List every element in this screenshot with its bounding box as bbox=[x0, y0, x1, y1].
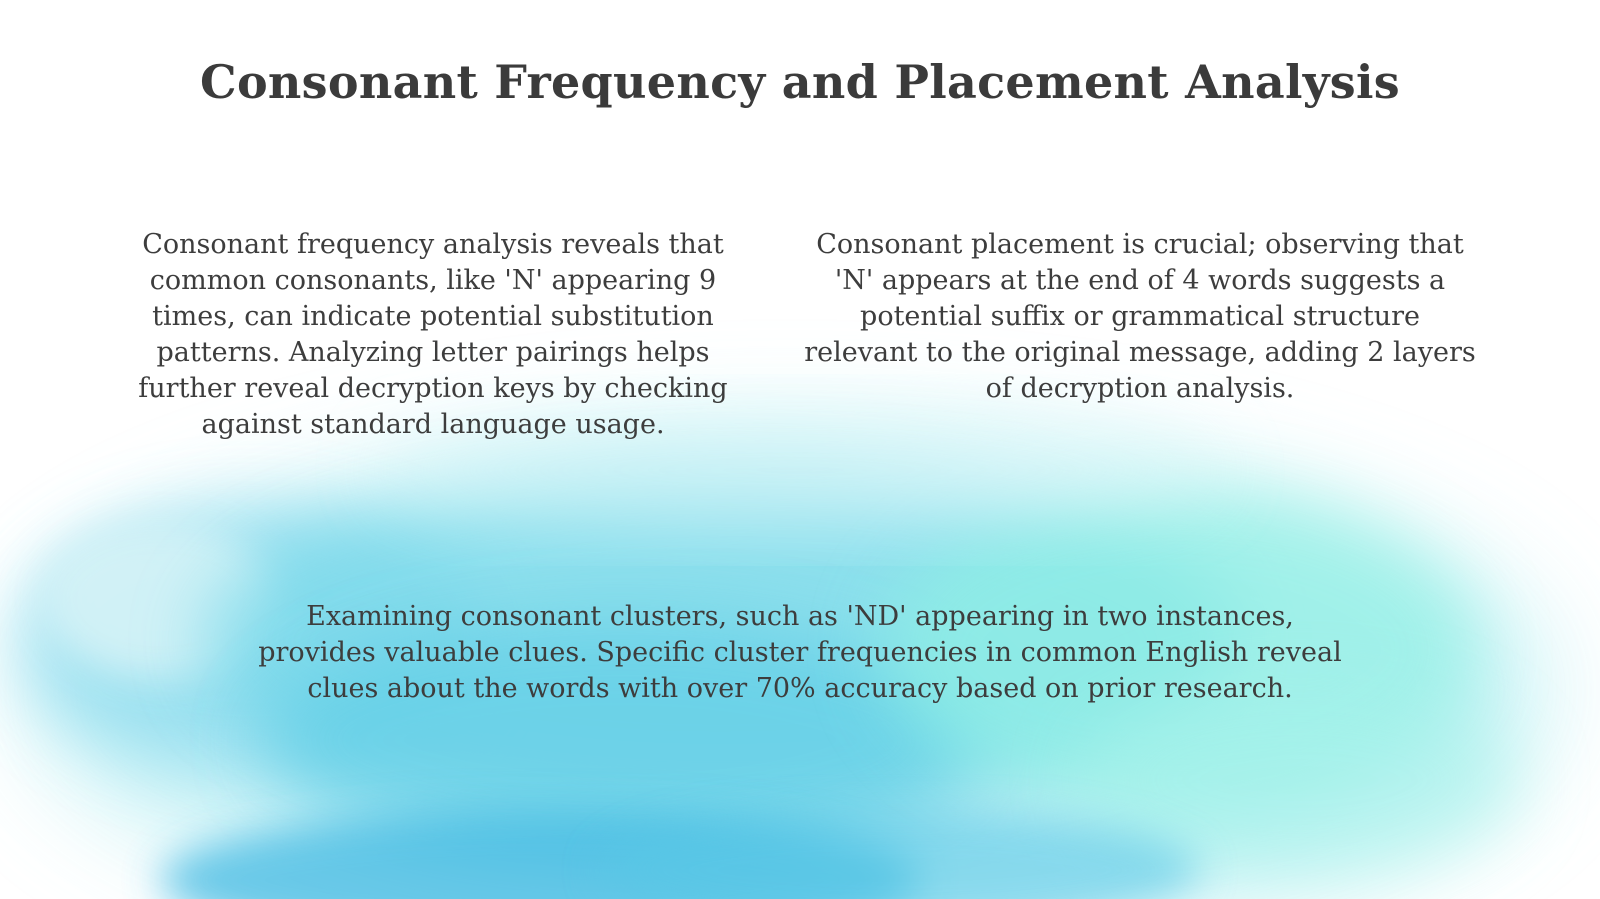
slide-title: Consonant Frequency and Placement Analysis bbox=[200, 55, 1400, 109]
clusters-paragraph: Examining consonant clusters, such as 'ND' appearing in two instances, provides valuable clues. Specific cluster frequencies in common English reveal clues about the words with over 70% accuracy based on prior research. bbox=[258, 601, 1342, 704]
frequency-paragraph: Consonant frequency analysis reveals that common consonants, like 'N' appearing 9 times, can indicate potential substitution patterns. Analyzing letter pairings helps further reveal decryption keys by checking against standard language usage. bbox=[138, 229, 728, 440]
placement-paragraph: Consonant placement is crucial; observing that 'N' appears at the end of 4 words suggests a potential suffix or grammatical structure relevant to the original message, adding 2 layers of decryption analysis. bbox=[804, 229, 1476, 404]
